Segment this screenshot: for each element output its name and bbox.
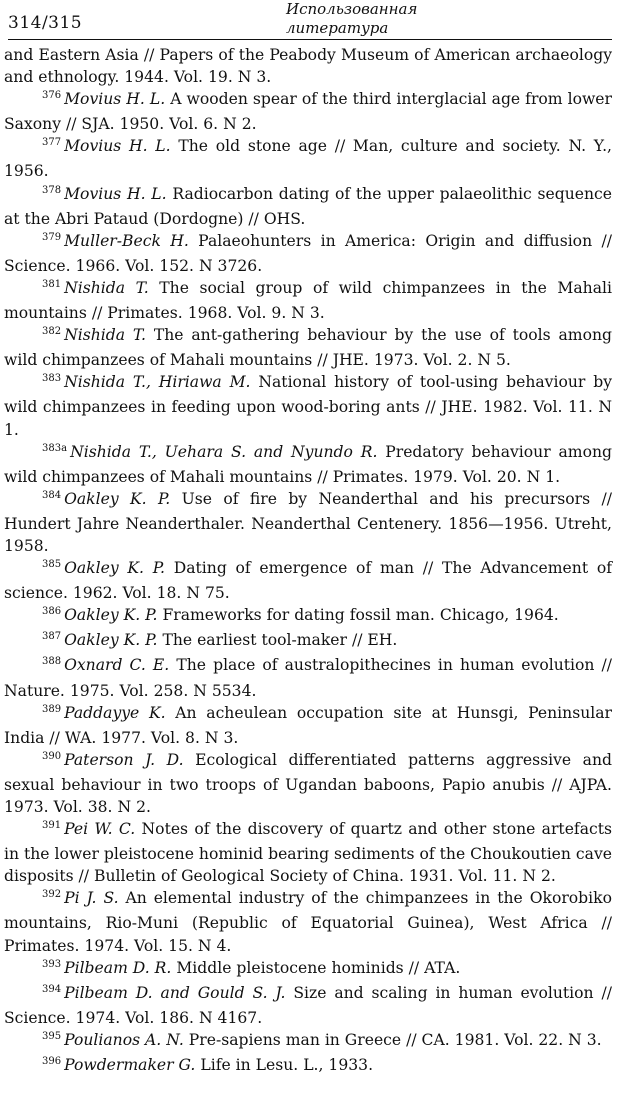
entry-text: Ecological differentiated patterns aggressive and sexual behaviour in two troops of Ugandan baboons, Papio anubis // AJPA. 1973. Vol. 38. N 2. [4,750,612,816]
entry-text: Middle pleistocene hominids // ATA. [176,958,461,977]
entry-author: Powdermaker G. [64,1056,196,1075]
bibliography-list [4,44,612,1079]
entry-text: Dating of emergence of man // The Advancement of science. 1962. Vol. 18. N 75. [4,559,612,603]
entry-author: Oakley K. P. [64,559,165,578]
entry-text: Notes of the discovery of quartz and other stone artefacts in the lower pleistocene hominid bearing sediments of the Choukoutien cave disposits // Bulletin of Geological Society of China. 1931. Vol. 11. N 2. [4,820,612,886]
bibliography-entry [4,749,612,818]
entry-author: Nishida T., Uehara S. and Nyundo R. [70,442,378,461]
section-title-line-2: литература [286,19,389,37]
entry-text: Pre-sapiens man in Greece // CA. 1981. Vol. 22. N 3. [188,1030,602,1049]
bibliography-entry [4,702,612,749]
entry-author: Pilbeam D. R. [64,958,172,977]
entry-author: Oakley K. P. [64,606,158,625]
entry-author: Oxnard C. E. [64,656,170,675]
footnote-number: 389 [42,703,62,715]
entry-author: Pei W. C. [64,820,136,839]
entry-author: Poulianos A. N. [64,1030,184,1049]
footnote-number: 376 [42,90,62,102]
entry-text: Size and scaling in human evolution // Science. 1974. Vol. 186. N 4167. [4,983,612,1027]
footnote-number: 387 [42,631,62,643]
footnote-number: 384 [42,489,62,501]
entry-author: Pi J. S. [64,889,119,908]
footnote-number: 392 [42,889,62,901]
bibliography-entry [4,818,612,887]
footnote-number: 396 [42,1056,62,1068]
bibliography-entry [4,629,612,654]
footnote-number: 386 [42,606,62,618]
bibliography-entry [4,1029,612,1054]
entry-author: Movius H. L. [64,137,171,156]
footnote-number: 377 [42,137,62,149]
entry-author: Paterson J. D. [64,750,184,769]
bibliography-entry [4,957,612,982]
section-title-line-1: Использованная [286,0,418,18]
bibliography-entry [4,557,612,604]
bibliography-entry [4,44,612,88]
footnote-number: 388 [42,656,62,668]
bibliography-entry [4,654,612,701]
bibliography-entry [4,604,612,629]
bibliography-entry [4,230,612,277]
bibliography-entry [4,135,612,182]
entry-text: National history of tool-using behaviour by wild chimpanzees in feeding upon wood-boring ants // JHE. 1982. Vol. 11. N 1. [4,373,612,439]
page-number: 314/315 [8,13,83,33]
entry-text: Use of fire by Neanderthal and his precursors // Hundert Jahre Neanderthaler. Neanderthal Centenery. 1856—1956. Utreht, 1958. [4,489,612,555]
footnote-number: 379 [42,231,62,243]
bibliography-entry [4,183,612,230]
entry-text: The ant-gathering behaviour by the use of tools among wild chimpanzees of Mahali mountains // JHE. 1973. Vol. 2. N 5. [4,326,613,370]
entry-text: The old stone age // Man, culture and society. N. Y., 1956. [4,137,612,181]
entry-author: Muller-Beck H. [64,231,189,250]
footnote-number: 383a [42,442,68,454]
bibliography-entry [4,88,612,135]
bibliography-entry [4,371,612,440]
footnote-number: 390 [42,750,62,762]
footnote-number: 391 [42,820,62,832]
bibliography-entry [4,324,612,371]
entry-text: Frameworks for dating fossil man. Chicago, 1964. [162,606,559,625]
bibliography-entry [4,1054,612,1079]
footnote-number: 393 [42,958,62,970]
entry-author: Pilbeam D. and Gould S. J. [64,983,286,1002]
entry-text: Predatory behaviour among wild chimpanzees of Mahali mountains // Primates. 1979. Vol. 20. N 1. [4,442,612,486]
bibliography-entry [4,277,612,324]
footnote-number: 394 [42,983,62,995]
entry-text: A wooden spear of the third interglacial age from lower Saxony // SJA. 1950. Vol. 6. N 2. [4,90,612,134]
entry-author: Nishida T. [64,326,146,345]
entry-text: The place of australopithecines in human evolution // Nature. 1975. Vol. 258. N 5534. [4,656,612,700]
entry-text: Life in Lesu. L., 1933. [200,1056,374,1075]
entry-text: The earliest tool-maker // EH. [162,631,398,650]
footnote-number: 378 [42,184,62,196]
entry-text: An acheulean occupation site at Hunsgi, Peninsular India // WA. 1977. Vol. 8. N 3. [4,703,612,747]
entry-author: Oakley K. P. [64,489,171,508]
entry-author: Nishida T. [64,278,149,297]
entry-author: Movius H. L. [64,184,167,203]
entry-author: Paddayye K. [64,703,166,722]
footnote-number: 381 [42,278,62,290]
bibliography-entry [4,982,612,1029]
entry-text: An elemental industry of the chimpanzees in the Okorobiko mountains, Rio-Muni (Republic of Equatorial Guinea), West Africa // Primates. 1974. Vol. 15. N 4. [4,889,612,955]
footnote-number: 383 [42,373,62,385]
footnote-number: 382 [42,326,62,338]
bibliography-entry [4,887,612,956]
entry-text: and Eastern Asia // Papers of the Peabody Museum of American archaeology and ethnology. 1944. Vol. 19. N 3. [4,46,612,87]
entry-author: Movius H. L. [64,90,166,109]
bibliography-entry [4,488,612,557]
entry-text: The social group of wild chimpanzees in the Mahali mountains // Primates. 1968. Vol. 9. N 3. [4,278,612,323]
footnote-number: 395 [42,1030,62,1042]
entry-author: Oakley K. P. [64,631,158,650]
footnote-number: 385 [42,559,62,571]
entry-text: Radiocarbon dating of the upper palaeolithic sequence at the Abri Pataud (Dordogne) // OHS. [4,184,612,228]
bibliography-entry [4,441,612,488]
running-header [4,0,616,40]
header-rule [8,39,612,40]
section-title [280,0,610,38]
entry-text: Palaeohunters in America: Origin and diffusion // Science. 1966. Vol. 152. N 3726. [4,231,612,275]
entry-author: Nishida T., Hiriawa M. [64,373,251,392]
